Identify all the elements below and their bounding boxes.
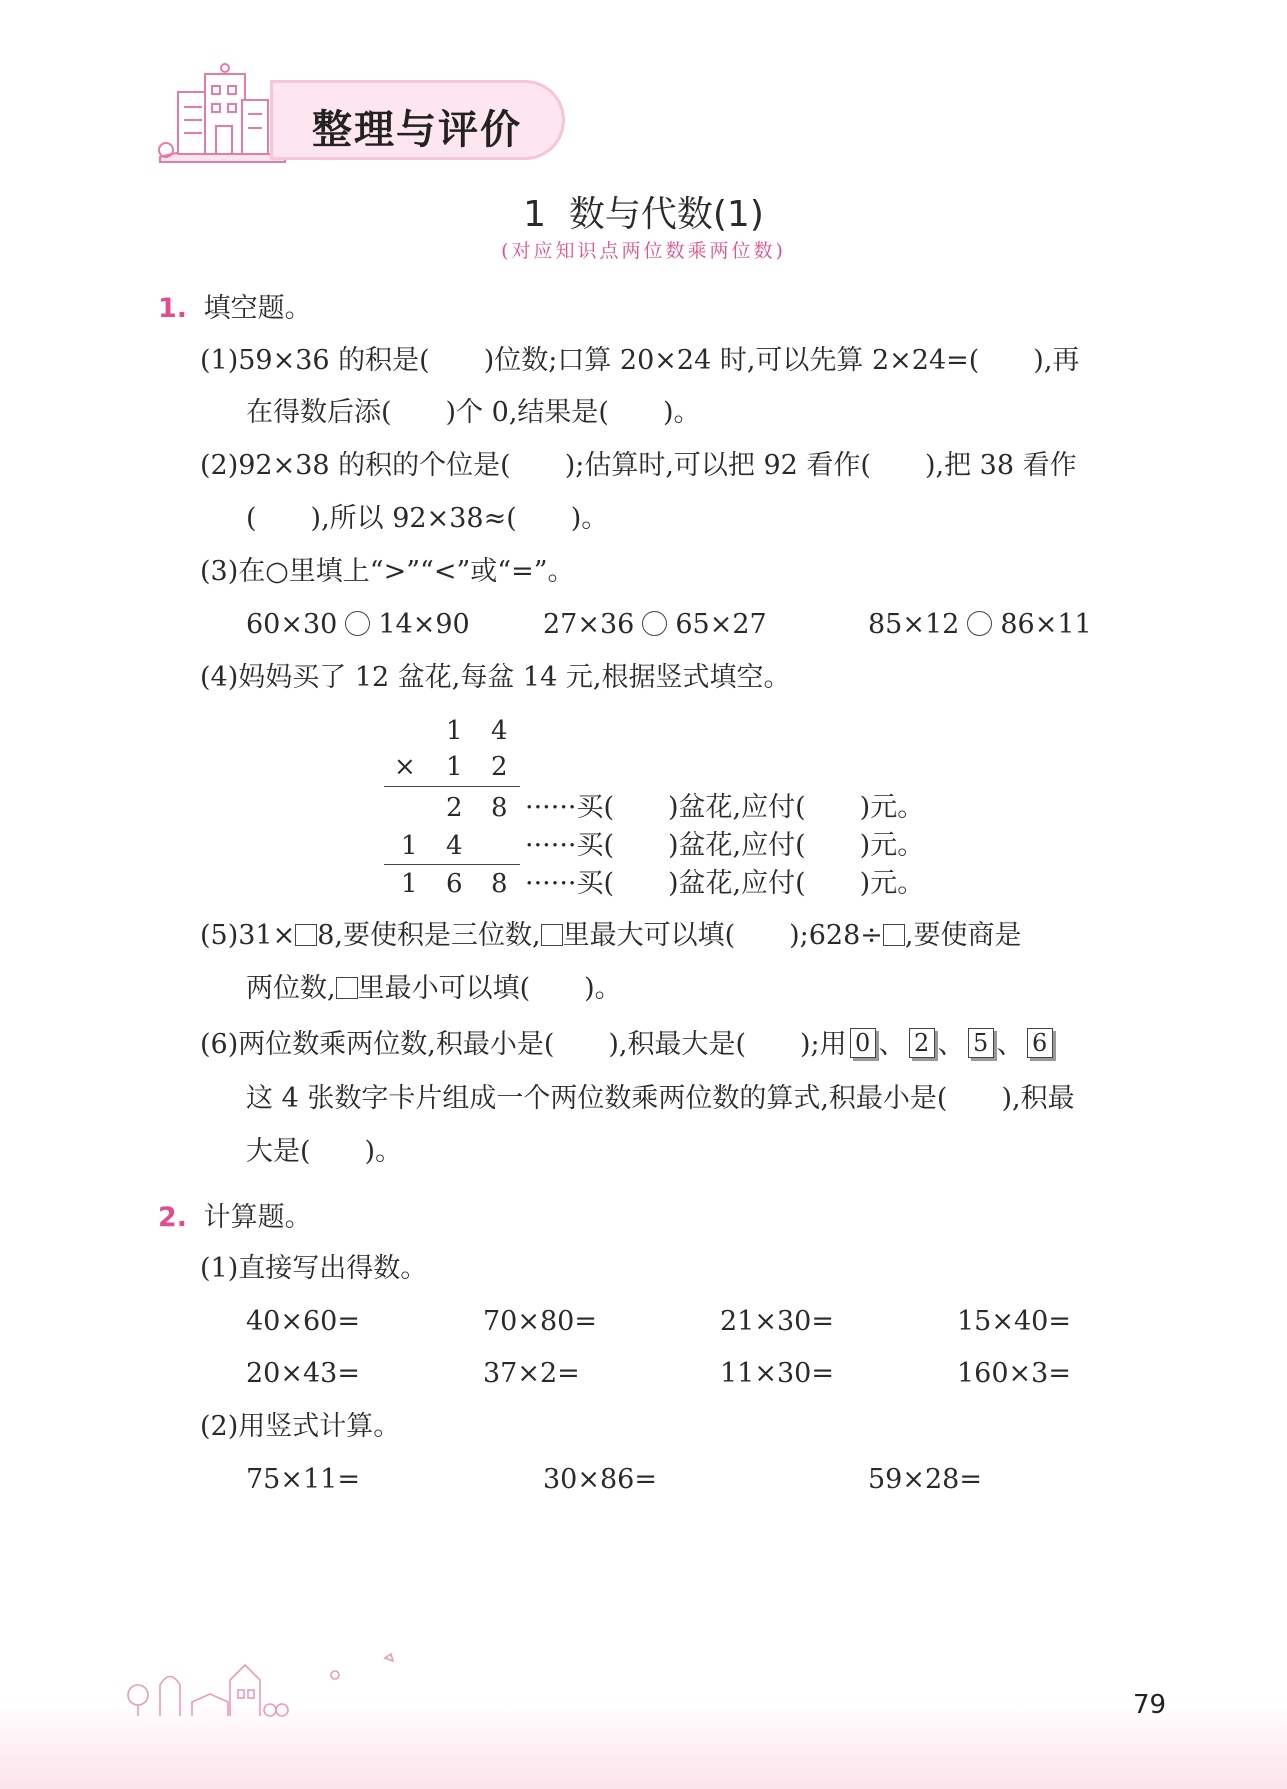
blank-square[interactable] bbox=[883, 924, 905, 946]
q5-text: 里最大可以填( );628÷ bbox=[562, 920, 883, 951]
compare-circle[interactable] bbox=[967, 611, 992, 636]
section2-heading bbox=[158, 1200, 312, 1236]
vertical-calc-item: 59×28= bbox=[868, 1464, 982, 1495]
vt-rule bbox=[384, 786, 520, 787]
separator: 、 bbox=[937, 1029, 965, 1060]
q4-fill-line: ······买( )盆花,应付( )元。 bbox=[525, 792, 925, 823]
q4-fill-line: ······买( )盆花,应付( )元。 bbox=[525, 830, 925, 861]
section1-number: 1. bbox=[158, 293, 188, 324]
section2-label: 计算题。 bbox=[203, 1202, 312, 1233]
compare-right: 86×11 bbox=[1000, 609, 1092, 640]
q2-line1: (2)92×38 的积的个位是( );估算时,可以把 92 看作( ),把 38 看作 bbox=[200, 450, 1077, 481]
section1-heading bbox=[158, 291, 312, 327]
number-card: 5 bbox=[968, 1028, 994, 1058]
q5-line2 bbox=[246, 971, 622, 1007]
calc-item: 20×43= bbox=[246, 1358, 360, 1389]
calc-item: 21×30= bbox=[720, 1306, 834, 1337]
compare-circle[interactable] bbox=[345, 611, 370, 636]
compare-right: 14×90 bbox=[378, 609, 470, 640]
calc-item: 15×40= bbox=[957, 1306, 1071, 1337]
vt-digit: 1 bbox=[401, 831, 418, 861]
vt-digit: 8 bbox=[491, 793, 508, 823]
calc-item: 160×3= bbox=[957, 1358, 1071, 1389]
calc-item: 37×2= bbox=[483, 1358, 580, 1389]
page-number: 79 bbox=[1133, 1690, 1167, 1720]
section2-number: 2. bbox=[158, 1202, 188, 1233]
calc-item: 40×60= bbox=[246, 1306, 360, 1337]
separator: 、 bbox=[878, 1029, 906, 1060]
number-card: 6 bbox=[1027, 1028, 1053, 1058]
building-illustration bbox=[150, 62, 290, 172]
calc-item: 70×80= bbox=[483, 1306, 597, 1337]
compare-item bbox=[868, 607, 1092, 643]
s2-q1-line: (1)直接写出得数。 bbox=[200, 1253, 428, 1284]
q1-line1: (1)59×36 的积是( )位数;口算 20×24 时,可以先算 2×24=( ),再 bbox=[200, 345, 1080, 376]
blank-square[interactable] bbox=[295, 924, 317, 946]
q5-text: ,要使商是 bbox=[904, 920, 1022, 951]
vt-digit: 1 bbox=[401, 869, 418, 899]
number-card: 0 bbox=[850, 1028, 876, 1058]
number-card: 2 bbox=[909, 1028, 935, 1058]
compare-right: 65×27 bbox=[675, 609, 767, 640]
q6-line1 bbox=[200, 1027, 1056, 1063]
vt-digit: 1 bbox=[446, 752, 463, 782]
q1-line2: 在得数后添( )个 0,结果是( )。 bbox=[246, 397, 701, 428]
vt-digit: 8 bbox=[491, 869, 508, 899]
compare-left: 27×36 bbox=[543, 609, 635, 640]
compare-left: 60×30 bbox=[246, 609, 338, 640]
q4-line1: (4)妈妈买了 12 盆花,每盆 14 元,根据竖式填空。 bbox=[200, 662, 791, 693]
q5-text: 两位数, bbox=[246, 973, 336, 1004]
vt-operator: × bbox=[394, 752, 416, 782]
vt-digit: 4 bbox=[446, 831, 463, 861]
compare-item bbox=[246, 607, 470, 643]
town-illustration bbox=[120, 1640, 400, 1720]
compare-item bbox=[543, 607, 767, 643]
banner-title: 整理与评价 bbox=[312, 107, 522, 153]
separator: 、 bbox=[996, 1029, 1024, 1060]
vt-digit: 4 bbox=[491, 716, 508, 746]
vertical-calc-item: 30×86= bbox=[543, 1464, 657, 1495]
blank-square[interactable] bbox=[541, 924, 563, 946]
section1-label: 填空题。 bbox=[203, 293, 312, 324]
q6-line3: 大是( )。 bbox=[246, 1136, 403, 1167]
q6-text: (6)两位数乘两位数,积最小是( ),积最大是( );用 bbox=[200, 1029, 847, 1060]
q2-line2: ( ),所以 92×38≈( )。 bbox=[246, 503, 609, 534]
s2-q2-line: (2)用竖式计算。 bbox=[200, 1411, 401, 1442]
q5-text: 8,要使积是三位数, bbox=[317, 920, 541, 951]
q5-text: 里最小可以填( )。 bbox=[357, 973, 622, 1004]
vt-digit: 1 bbox=[446, 716, 463, 746]
q6-line2: 这 4 张数字卡片组成一个两位数乘两位数的算式,积最小是( ),积最 bbox=[246, 1083, 1075, 1114]
q3-line1: (3)在○里填上“>”“<”或“=”。 bbox=[200, 556, 575, 587]
vt-digit: 2 bbox=[446, 793, 463, 823]
q4-fill-line: ······买( )盆花,应付( )元。 bbox=[525, 868, 925, 899]
page-title: 1 数与代数(1) bbox=[523, 194, 764, 235]
blank-square[interactable] bbox=[336, 977, 358, 999]
calc-item: 11×30= bbox=[720, 1358, 834, 1389]
vt-rule bbox=[384, 864, 520, 865]
q5-line1 bbox=[200, 918, 1022, 954]
compare-circle[interactable] bbox=[642, 611, 667, 636]
vt-digit: 6 bbox=[446, 869, 463, 899]
vertical-calc-item: 75×11= bbox=[246, 1464, 360, 1495]
page-subtitle: (对应知识点两位数乘两位数) bbox=[501, 240, 786, 262]
compare-left: 85×12 bbox=[868, 609, 960, 640]
q5-text: (5)31× bbox=[200, 920, 296, 951]
vt-digit: 2 bbox=[491, 752, 508, 782]
